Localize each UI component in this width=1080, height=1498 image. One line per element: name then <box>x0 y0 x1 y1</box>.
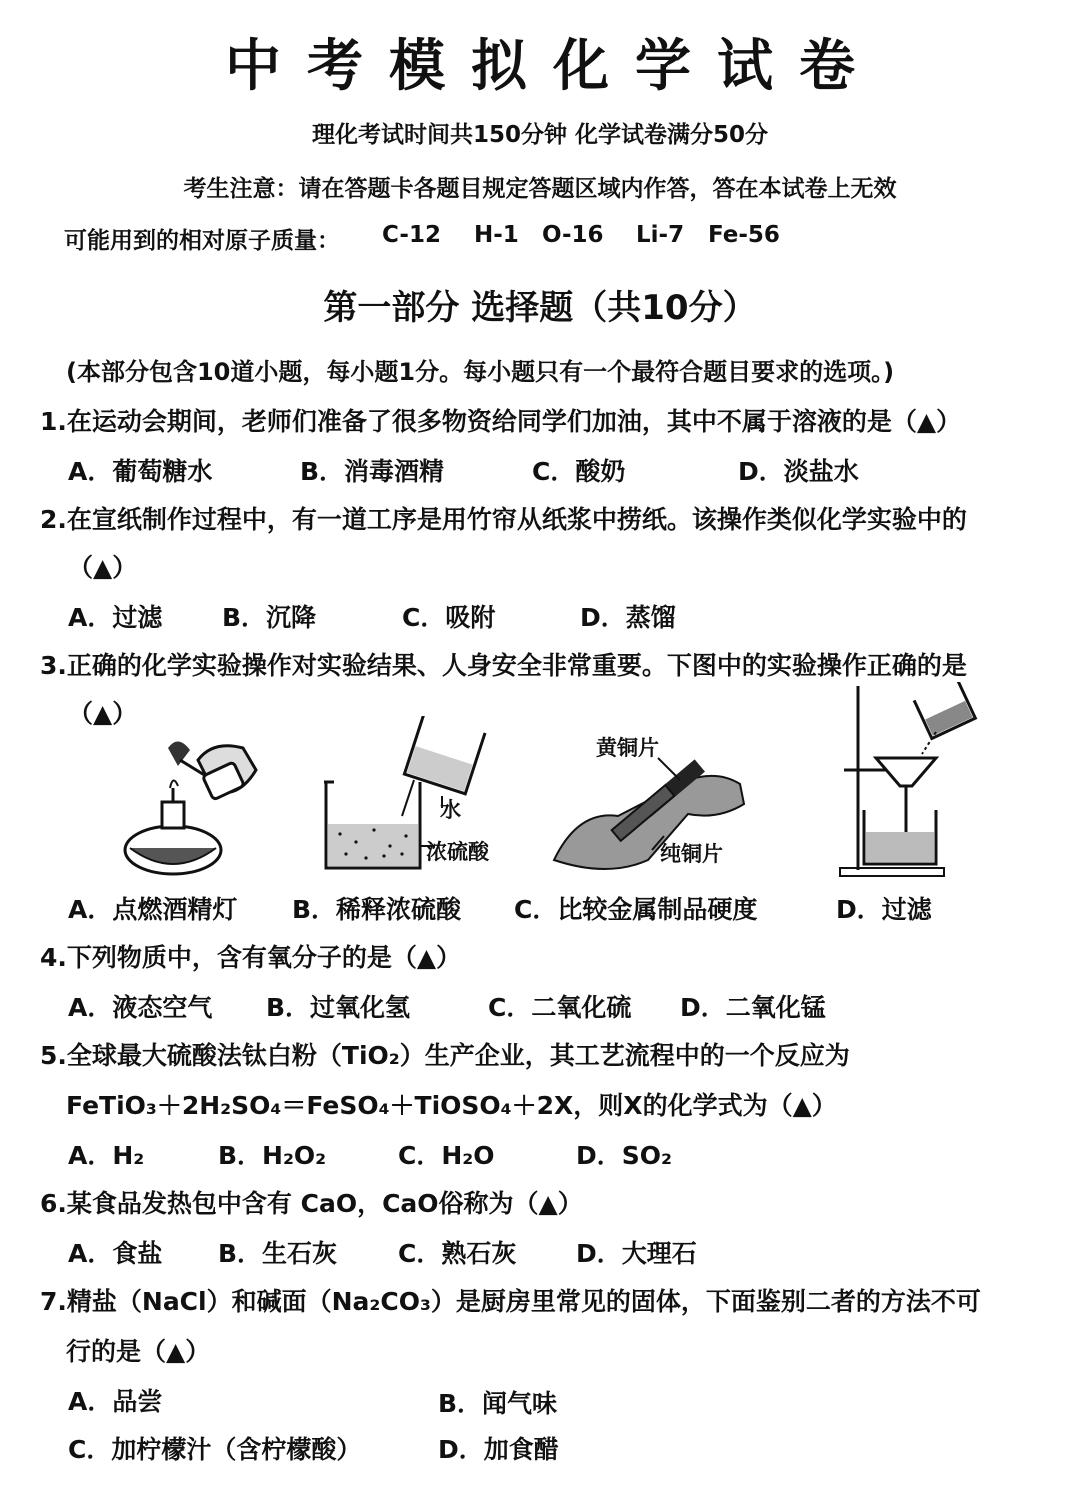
q5-option-c[interactable]: C．H₂O <box>398 1141 495 1170</box>
q3-option-a[interactable]: A．点燃酒精灯 <box>68 895 238 924</box>
notice: 考生注意：请在答题卡各题目规定答题区域内作答，答在本试卷上无效 <box>183 176 897 202</box>
filtration-figure <box>836 682 986 882</box>
brass-label: 黄铜片 <box>596 736 659 760</box>
question-7-stem-cont: 行的是（▲） <box>66 1337 211 1366</box>
atomic-mass-li: Li-7 <box>636 222 685 248</box>
question-5-equation: FeTiO₃＋2H₂SO₄＝FeSO₄＋TiOSO₄＋2X，则X的化学式为（▲） <box>66 1091 837 1120</box>
q1-option-d[interactable]: D．淡盐水 <box>738 457 859 486</box>
question-3-stem-cont: （▲） <box>68 699 138 728</box>
q7-option-a[interactable]: A．品尝 <box>68 1387 163 1416</box>
q3-option-c[interactable]: C．比较金属制品硬度 <box>514 895 758 924</box>
question-1-stem: 1.在运动会期间，老师们准备了很多物资给同学们加油，其中不属于溶液的是（▲） <box>40 407 962 436</box>
q5-option-a[interactable]: A．H₂ <box>68 1141 145 1170</box>
q7-option-d[interactable]: D．加食醋 <box>438 1435 559 1464</box>
q7-option-c[interactable]: C．加柠檬汁（含柠檬酸） <box>68 1435 362 1464</box>
q1-option-c[interactable]: C．酸奶 <box>532 457 626 486</box>
q7-option-b[interactable]: B．闻气味 <box>438 1389 558 1418</box>
atomic-mass-o: O-16 <box>542 222 604 248</box>
alcohol-lamp-figure <box>118 730 268 880</box>
question-4-stem: 4.下列物质中，含有氧分子的是（▲） <box>40 943 462 972</box>
atomic-mass-h: H-1 <box>474 222 519 248</box>
acid-label: 浓硫酸 <box>426 840 489 864</box>
atomic-mass-row <box>64 222 340 255</box>
time-info: 理化考试时间共150分钟 化学试卷满分50分 <box>311 122 769 148</box>
q2-option-b[interactable]: B．沉降 <box>222 603 317 632</box>
q1-option-a[interactable]: A．葡萄糖水 <box>68 457 213 486</box>
question-7-stem: 7.精盐（NaCl）和碱面（Na₂CO₃）是厨房里常见的固体，下面鉴别二者的方法不可 <box>40 1287 981 1316</box>
q6-option-d[interactable]: D．大理石 <box>576 1239 697 1268</box>
water-label: 水 <box>440 798 461 822</box>
question-2-stem-cont: （▲） <box>68 553 138 582</box>
q6-option-b[interactable]: B．生石灰 <box>218 1239 338 1268</box>
atomic-mass-label: 可能用到的相对原子质量： <box>64 228 340 254</box>
q4-option-d[interactable]: D．二氧化锰 <box>680 993 826 1022</box>
section-instruction: (本部分包含10道小题，每小题1分。每小题只有一个最符合题目要求的选项。) <box>66 358 895 386</box>
copper-label: 纯铜片 <box>660 842 723 866</box>
q3-option-b[interactable]: B．稀释浓硫酸 <box>292 895 462 924</box>
q2-option-a[interactable]: A．过滤 <box>68 603 163 632</box>
q4-option-c[interactable]: C．二氧化硫 <box>488 993 632 1022</box>
question-3-stem: 3.正确的化学实验操作对实验结果、人身安全非常重要。下图中的实验操作正确的是 <box>40 651 967 680</box>
q4-option-b[interactable]: B．过氧化氢 <box>266 993 411 1022</box>
q1-option-b[interactable]: B．消毒酒精 <box>300 457 445 486</box>
q2-option-d[interactable]: D．蒸馏 <box>580 603 676 632</box>
atomic-mass-fe: Fe-56 <box>708 222 780 248</box>
question-2-stem: 2.在宣纸制作过程中，有一道工序是用竹帘从纸浆中捞纸。该操作类似化学实验中的 <box>40 505 967 534</box>
exam-title: 中考模拟化学试卷 <box>225 34 881 99</box>
section-title: 第一部分 选择题（共10分） <box>323 288 757 328</box>
question-5-stem: 5.全球最大硫酸法钛白粉（TiO₂）生产企业，其工艺流程中的一个反应为 <box>40 1041 850 1070</box>
q5-option-b[interactable]: B．H₂O₂ <box>218 1141 327 1170</box>
q2-option-c[interactable]: C．吸附 <box>402 603 496 632</box>
q4-option-a[interactable]: A．液态空气 <box>68 993 213 1022</box>
question-6-stem: 6.某食品发热包中含有 CaO，CaO俗称为（▲） <box>40 1189 583 1218</box>
q6-option-a[interactable]: A．食盐 <box>68 1239 163 1268</box>
q3-option-d[interactable]: D．过滤 <box>836 895 932 924</box>
q6-option-c[interactable]: C．熟石灰 <box>398 1239 517 1268</box>
atomic-mass-c-val: C-12 <box>382 222 441 248</box>
q5-option-d[interactable]: D．SO₂ <box>576 1141 672 1170</box>
